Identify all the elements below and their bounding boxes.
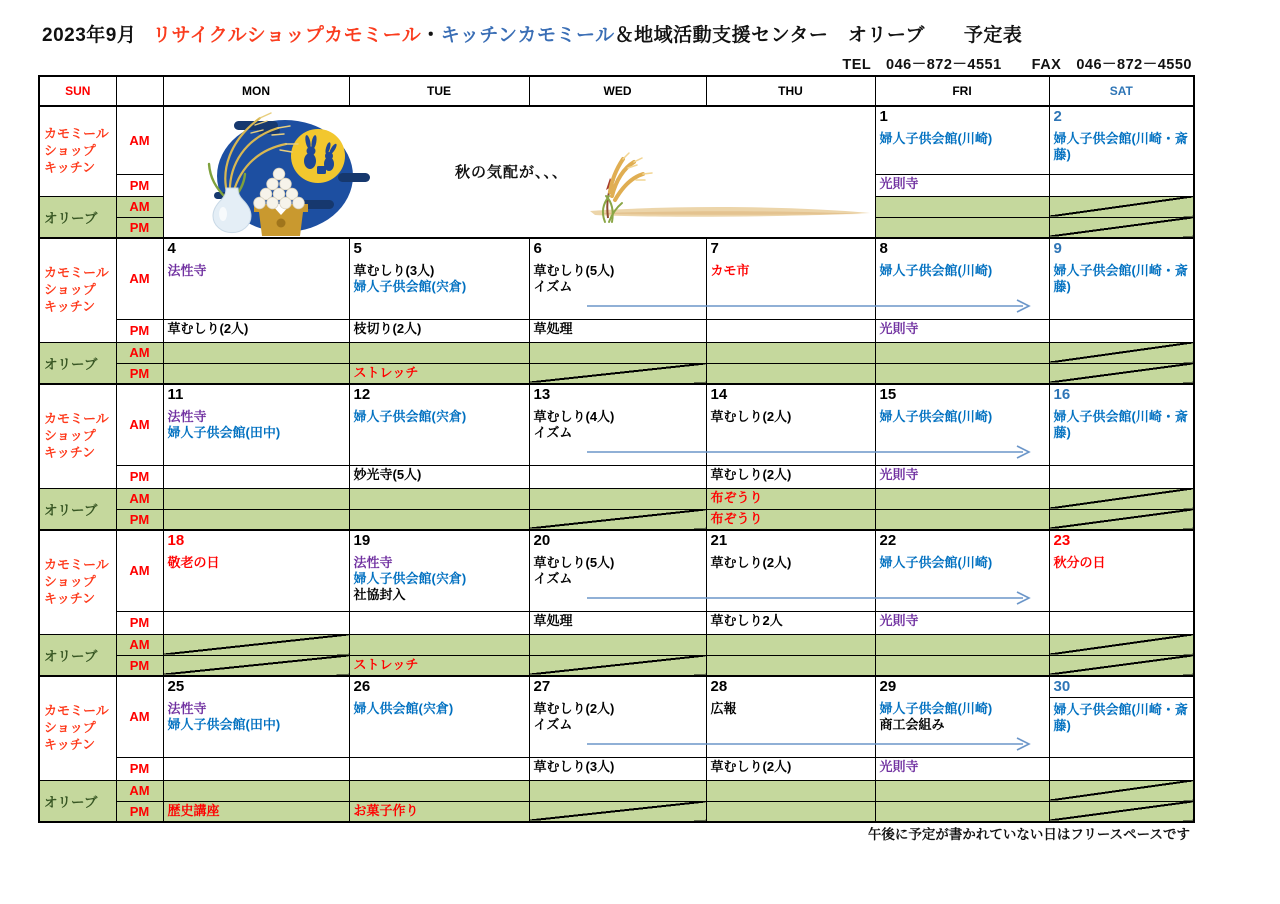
ampm-label: PM: [116, 655, 163, 676]
label-line: キッチン: [44, 298, 96, 314]
kamomile-section-label: [39, 106, 116, 196]
olive-section-label: オリーブ: [39, 488, 116, 530]
event-text: 婦人子供会館(田中): [167, 425, 281, 440]
day-cell: [1049, 530, 1194, 611]
day-pm-cell: [706, 757, 875, 780]
date-label: 1: [879, 108, 888, 125]
day-header-sun: SUN: [39, 76, 116, 106]
crossed-out-cell: [1049, 801, 1194, 822]
event-text: イズム: [533, 425, 573, 440]
event-text: 敬老の日: [167, 555, 220, 570]
event-text: 婦人子供会館(川崎): [879, 409, 993, 424]
event-text: 草むしり(2人): [710, 409, 792, 424]
day-cell: [349, 530, 529, 611]
date-label: 9: [1053, 240, 1062, 257]
ampm-label: AM: [116, 780, 163, 801]
event-text: 婦人子供会館(宍倉): [353, 279, 467, 294]
day-cell: [1049, 106, 1194, 174]
event-text: 婦人子供会館(川崎): [879, 701, 993, 716]
tel-fax-line: TEL 046－872－4551 FAX 046－872－4550: [842, 57, 1192, 73]
date-label: 27: [533, 678, 551, 695]
olive-cell: [349, 363, 529, 384]
olive-cell: [706, 780, 875, 801]
olive-cell: [875, 217, 1049, 238]
olive-cell: [706, 363, 875, 384]
olive-cell: [529, 780, 706, 801]
olive-cell: [349, 488, 529, 509]
date-label: 11: [167, 386, 184, 403]
event-text: 婦人供会館(宍倉): [353, 701, 454, 716]
event-text: 法性寺: [167, 701, 207, 716]
date-label: 19: [353, 532, 371, 549]
day-pm-cell: [163, 465, 349, 488]
title-shop2: キッチンカモミール: [440, 25, 615, 46]
olive-cell: [706, 634, 875, 655]
olive-cell: [875, 655, 1049, 676]
date-label: 14: [710, 386, 728, 403]
label-line: カモミール: [44, 264, 109, 280]
ampm-label: PM: [116, 611, 163, 634]
crossed-out-cell: [1049, 363, 1194, 384]
ampm-label: AM: [116, 634, 163, 655]
crossed-out-cell: [1049, 655, 1194, 676]
olive-cell: [349, 342, 529, 363]
ampm-label: PM: [116, 174, 163, 196]
day-pm-cell: [1049, 611, 1194, 634]
ampm-label: AM: [116, 384, 163, 465]
date-label: 5: [353, 240, 362, 257]
crossed-out-cell: [1049, 488, 1194, 509]
olive-cell: [163, 342, 349, 363]
date-label: 23: [1053, 532, 1071, 549]
olive-cell: [349, 509, 529, 530]
date-label: 4: [167, 240, 176, 257]
date-label: 20: [533, 532, 551, 549]
event-text: 婦人子供会館(宍倉): [353, 571, 467, 586]
day-cell: [349, 676, 529, 757]
olive-cell: [875, 801, 1049, 822]
ampm-label: AM: [116, 676, 163, 757]
day-pm-cell: [875, 319, 1049, 342]
title-suffix: ＆地域活動支援センター オリーブ 予定表: [614, 25, 1023, 46]
event-text: 婦人子供会館(川崎・斎藤): [1053, 409, 1188, 440]
day-pm-cell: [349, 757, 529, 780]
olive-cell: [875, 509, 1049, 530]
ampm-label: AM: [116, 530, 163, 611]
event-text: 草むしり(2人): [710, 466, 792, 482]
event-text: 草処理: [533, 612, 573, 628]
crossed-out-cell: [1049, 196, 1194, 217]
event-text: 法性寺: [353, 555, 393, 570]
crossed-out-cell: [1049, 780, 1194, 801]
label-line: ショップ: [44, 142, 96, 158]
date-label: 25: [167, 678, 185, 695]
event-text: 光則寺: [879, 612, 919, 628]
label-line: ショップ: [44, 281, 96, 297]
olive-cell: [163, 780, 349, 801]
olive-cell: [875, 196, 1049, 217]
event-text: 草むしり(5人): [533, 555, 615, 570]
event-text: イズム: [533, 717, 573, 732]
ampm-label: AM: [116, 488, 163, 509]
olive-cell: [875, 634, 1049, 655]
event-text: 婦人子供会館(宍倉): [353, 409, 467, 424]
day-pm-cell: [163, 757, 349, 780]
day-cell: [706, 384, 875, 465]
day-pm-cell: [349, 319, 529, 342]
olive-cell: [706, 801, 875, 822]
label-line: ショップ: [44, 573, 96, 589]
day-cell: [529, 238, 706, 319]
day-pm-cell: [163, 319, 349, 342]
olive-section-label: オリーブ: [39, 196, 116, 238]
event-text: 草処理: [533, 320, 573, 336]
day-header-mon: MON: [163, 76, 349, 106]
crossed-out-cell: [163, 655, 349, 676]
day-pm-cell: [529, 465, 706, 488]
date-label: 8: [879, 240, 888, 257]
event-text: イズム: [533, 279, 573, 294]
event-text: 法性寺: [167, 263, 207, 278]
date-label: 15: [879, 386, 897, 403]
olive-section-label: オリーブ: [39, 342, 116, 384]
olive-cell: [706, 509, 875, 530]
day-cell: [163, 384, 349, 465]
date-label: 16: [1053, 386, 1071, 403]
event-text: 枝切り(2人): [353, 320, 422, 336]
event-text: カモ市: [710, 263, 750, 278]
day-pm-cell: [875, 465, 1049, 488]
event-text: 婦人子供会館(川崎・斎藤): [1053, 131, 1188, 162]
olive-cell: [529, 342, 706, 363]
event-text: 草むしり(3人): [353, 263, 435, 278]
title-separator: ・: [421, 25, 441, 46]
day-cell: [1049, 676, 1194, 757]
event-text: 光則寺: [879, 758, 919, 774]
day-pm-cell: [875, 611, 1049, 634]
date-label: 7: [710, 240, 719, 257]
crossed-out-cell: [1049, 342, 1194, 363]
event-text: 草むしり(2人): [167, 320, 249, 336]
date-label: 13: [533, 386, 551, 403]
crossed-out-cell: [1049, 634, 1194, 655]
day-pm-cell: [1049, 465, 1194, 488]
day-cell: [706, 676, 875, 757]
crossed-out-cell: [529, 509, 706, 530]
day-cell: [529, 530, 706, 611]
day-header-fri: FRI: [875, 76, 1049, 106]
day-cell: [875, 676, 1049, 757]
event-text: 婦人子供会館(川崎): [879, 555, 993, 570]
label-line: キッチン: [44, 590, 96, 606]
olive-cell: [875, 342, 1049, 363]
olive-cell: [349, 780, 529, 801]
olive-cell: [349, 634, 529, 655]
kamomile-section-label: [39, 676, 116, 780]
crossed-out-cell: [1049, 509, 1194, 530]
event-text: 妙光寺(5人): [353, 466, 422, 482]
event-text: 草むしり(2人): [710, 758, 792, 774]
day-pm-cell: [875, 757, 1049, 780]
ampm-label: AM: [116, 342, 163, 363]
olive-cell: [163, 488, 349, 509]
day-header-tue: TUE: [349, 76, 529, 106]
day-cell: [349, 384, 529, 465]
crossed-out-cell: [529, 801, 706, 822]
olive-section-label: オリーブ: [39, 780, 116, 822]
day-cell: [1049, 238, 1194, 319]
day-pm-cell: [529, 611, 706, 634]
event-text: 布ぞうり: [710, 489, 763, 505]
date-label: 21: [710, 532, 728, 549]
date-label: 29: [879, 678, 897, 695]
day-header-sat: SAT: [1049, 76, 1194, 106]
event-text: 秋分の日: [1053, 555, 1106, 570]
date-label: 26: [353, 678, 371, 695]
crossed-out-cell: [529, 363, 706, 384]
schedule-table: [38, 75, 1195, 823]
olive-cell: [875, 363, 1049, 384]
event-text: 法性寺: [167, 409, 207, 424]
day-cell: [163, 676, 349, 757]
day-cell: [875, 106, 1049, 174]
kamomile-section-label: [39, 384, 116, 488]
crossed-out-cell: [163, 634, 349, 655]
olive-cell: [349, 655, 529, 676]
day-pm-cell: [706, 319, 875, 342]
title-month: 2023年9月: [42, 25, 137, 46]
crossed-out-cell: [1049, 217, 1194, 238]
olive-cell: [349, 801, 529, 822]
label-line: ショップ: [44, 719, 96, 735]
olive-cell: [163, 363, 349, 384]
event-text: 光則寺: [879, 175, 919, 191]
kamomile-section-label: [39, 238, 116, 342]
ampm-label: AM: [116, 106, 163, 174]
ampm-label: PM: [116, 319, 163, 342]
date-label: 28: [710, 678, 728, 695]
day-cell: [875, 384, 1049, 465]
event-text: イズム: [533, 571, 573, 586]
event-text: 婦人子供会館(田中): [167, 717, 281, 732]
label-line: キッチン: [44, 159, 96, 175]
day-cell: [706, 530, 875, 611]
date-label: 6: [533, 240, 542, 257]
event-text: 婦人子供会館(川崎): [879, 131, 993, 146]
event-text: ストレッチ: [353, 656, 419, 672]
day-cell: [529, 676, 706, 757]
day-pm-cell: [706, 611, 875, 634]
ampm-label: AM: [116, 238, 163, 319]
olive-cell: [163, 801, 349, 822]
event-text: 布ぞうり: [710, 510, 763, 526]
crossed-out-cell: [529, 655, 706, 676]
day-pm-cell: [1049, 757, 1194, 780]
label-line: カモミール: [44, 556, 109, 572]
day-cell: [875, 530, 1049, 611]
olive-cell: [875, 780, 1049, 801]
day-pm-cell: [1049, 174, 1194, 196]
day-pm-cell: [349, 611, 529, 634]
day-pm-cell: [706, 465, 875, 488]
day-cell: [349, 238, 529, 319]
day-cell: [875, 238, 1049, 319]
label-line: キッチン: [44, 444, 96, 460]
ampm-label: PM: [116, 217, 163, 238]
olive-cell: [706, 655, 875, 676]
kamomile-section-label: [39, 530, 116, 634]
day-pm-cell: [349, 465, 529, 488]
event-text: 婦人子供会館(川崎): [879, 263, 993, 278]
olive-cell: [529, 634, 706, 655]
ampm-label: PM: [116, 801, 163, 822]
day-cell: [1049, 384, 1194, 465]
event-text: 草むしり(3人): [533, 758, 615, 774]
day-pm-cell: [163, 611, 349, 634]
date-label: 2: [1053, 108, 1062, 125]
olive-cell: [529, 488, 706, 509]
ampm-label: PM: [116, 363, 163, 384]
event-text: 光則寺: [879, 466, 919, 482]
day-cell: [163, 530, 349, 611]
label-line: カモミール: [44, 125, 109, 141]
event-text: ストレッチ: [353, 364, 419, 380]
ampm-label: PM: [116, 509, 163, 530]
olive-cell: [706, 342, 875, 363]
day-cell: [163, 238, 349, 319]
event-text: 草むしり(2人): [710, 555, 792, 570]
event-text: 草むしり(2人): [533, 701, 615, 716]
date-label: 18: [167, 532, 185, 549]
event-text: 草むしり2人: [710, 612, 783, 628]
day-cell: [706, 238, 875, 319]
event-text: 歴史講座: [167, 802, 220, 818]
day-pm-cell: [875, 174, 1049, 196]
date-label: 12: [353, 386, 371, 403]
event-text: 広報: [710, 701, 737, 716]
day-header-wed: WED: [529, 76, 706, 106]
label-line: カモミール: [44, 702, 109, 718]
ampm-label: PM: [116, 757, 163, 780]
page-title: [42, 20, 1022, 47]
day-header-thu: THU: [706, 76, 875, 106]
day-pm-cell: [529, 319, 706, 342]
event-text: 婦人子供会館(川崎・斎藤): [1053, 702, 1188, 733]
event-text: お菓子作り: [353, 802, 419, 818]
olive-cell: [706, 488, 875, 509]
day-cell: [529, 384, 706, 465]
ampm-label: AM: [116, 196, 163, 217]
label-line: キッチン: [44, 736, 96, 752]
day-pm-cell: [529, 757, 706, 780]
event-text: 光則寺: [879, 320, 919, 336]
event-text: 草むしり(4人): [533, 409, 615, 424]
event-text: 婦人子供会館(川崎・斎藤): [1053, 263, 1188, 294]
title-shop1: リサイクルショップカモミール: [152, 25, 422, 46]
event-text: 草むしり(5人): [533, 263, 615, 278]
ampm-column-header: [116, 76, 163, 106]
day-pm-cell: [1049, 319, 1194, 342]
date-label: 30: [1050, 677, 1194, 698]
date-label: 22: [879, 532, 897, 549]
label-line: カモミール: [44, 410, 109, 426]
ampm-label: PM: [116, 465, 163, 488]
olive-cell: [163, 509, 349, 530]
olive-section-label: オリーブ: [39, 634, 116, 676]
olive-cell: [875, 488, 1049, 509]
footer-note: 午後に予定が書かれていない日はフリースペースです: [867, 827, 1190, 842]
label-line: ショップ: [44, 427, 96, 443]
event-text: 社協封入: [353, 587, 406, 602]
event-text: 商工会組み: [879, 717, 945, 732]
autumn-caption: 秋の気配が、、、: [455, 164, 569, 181]
